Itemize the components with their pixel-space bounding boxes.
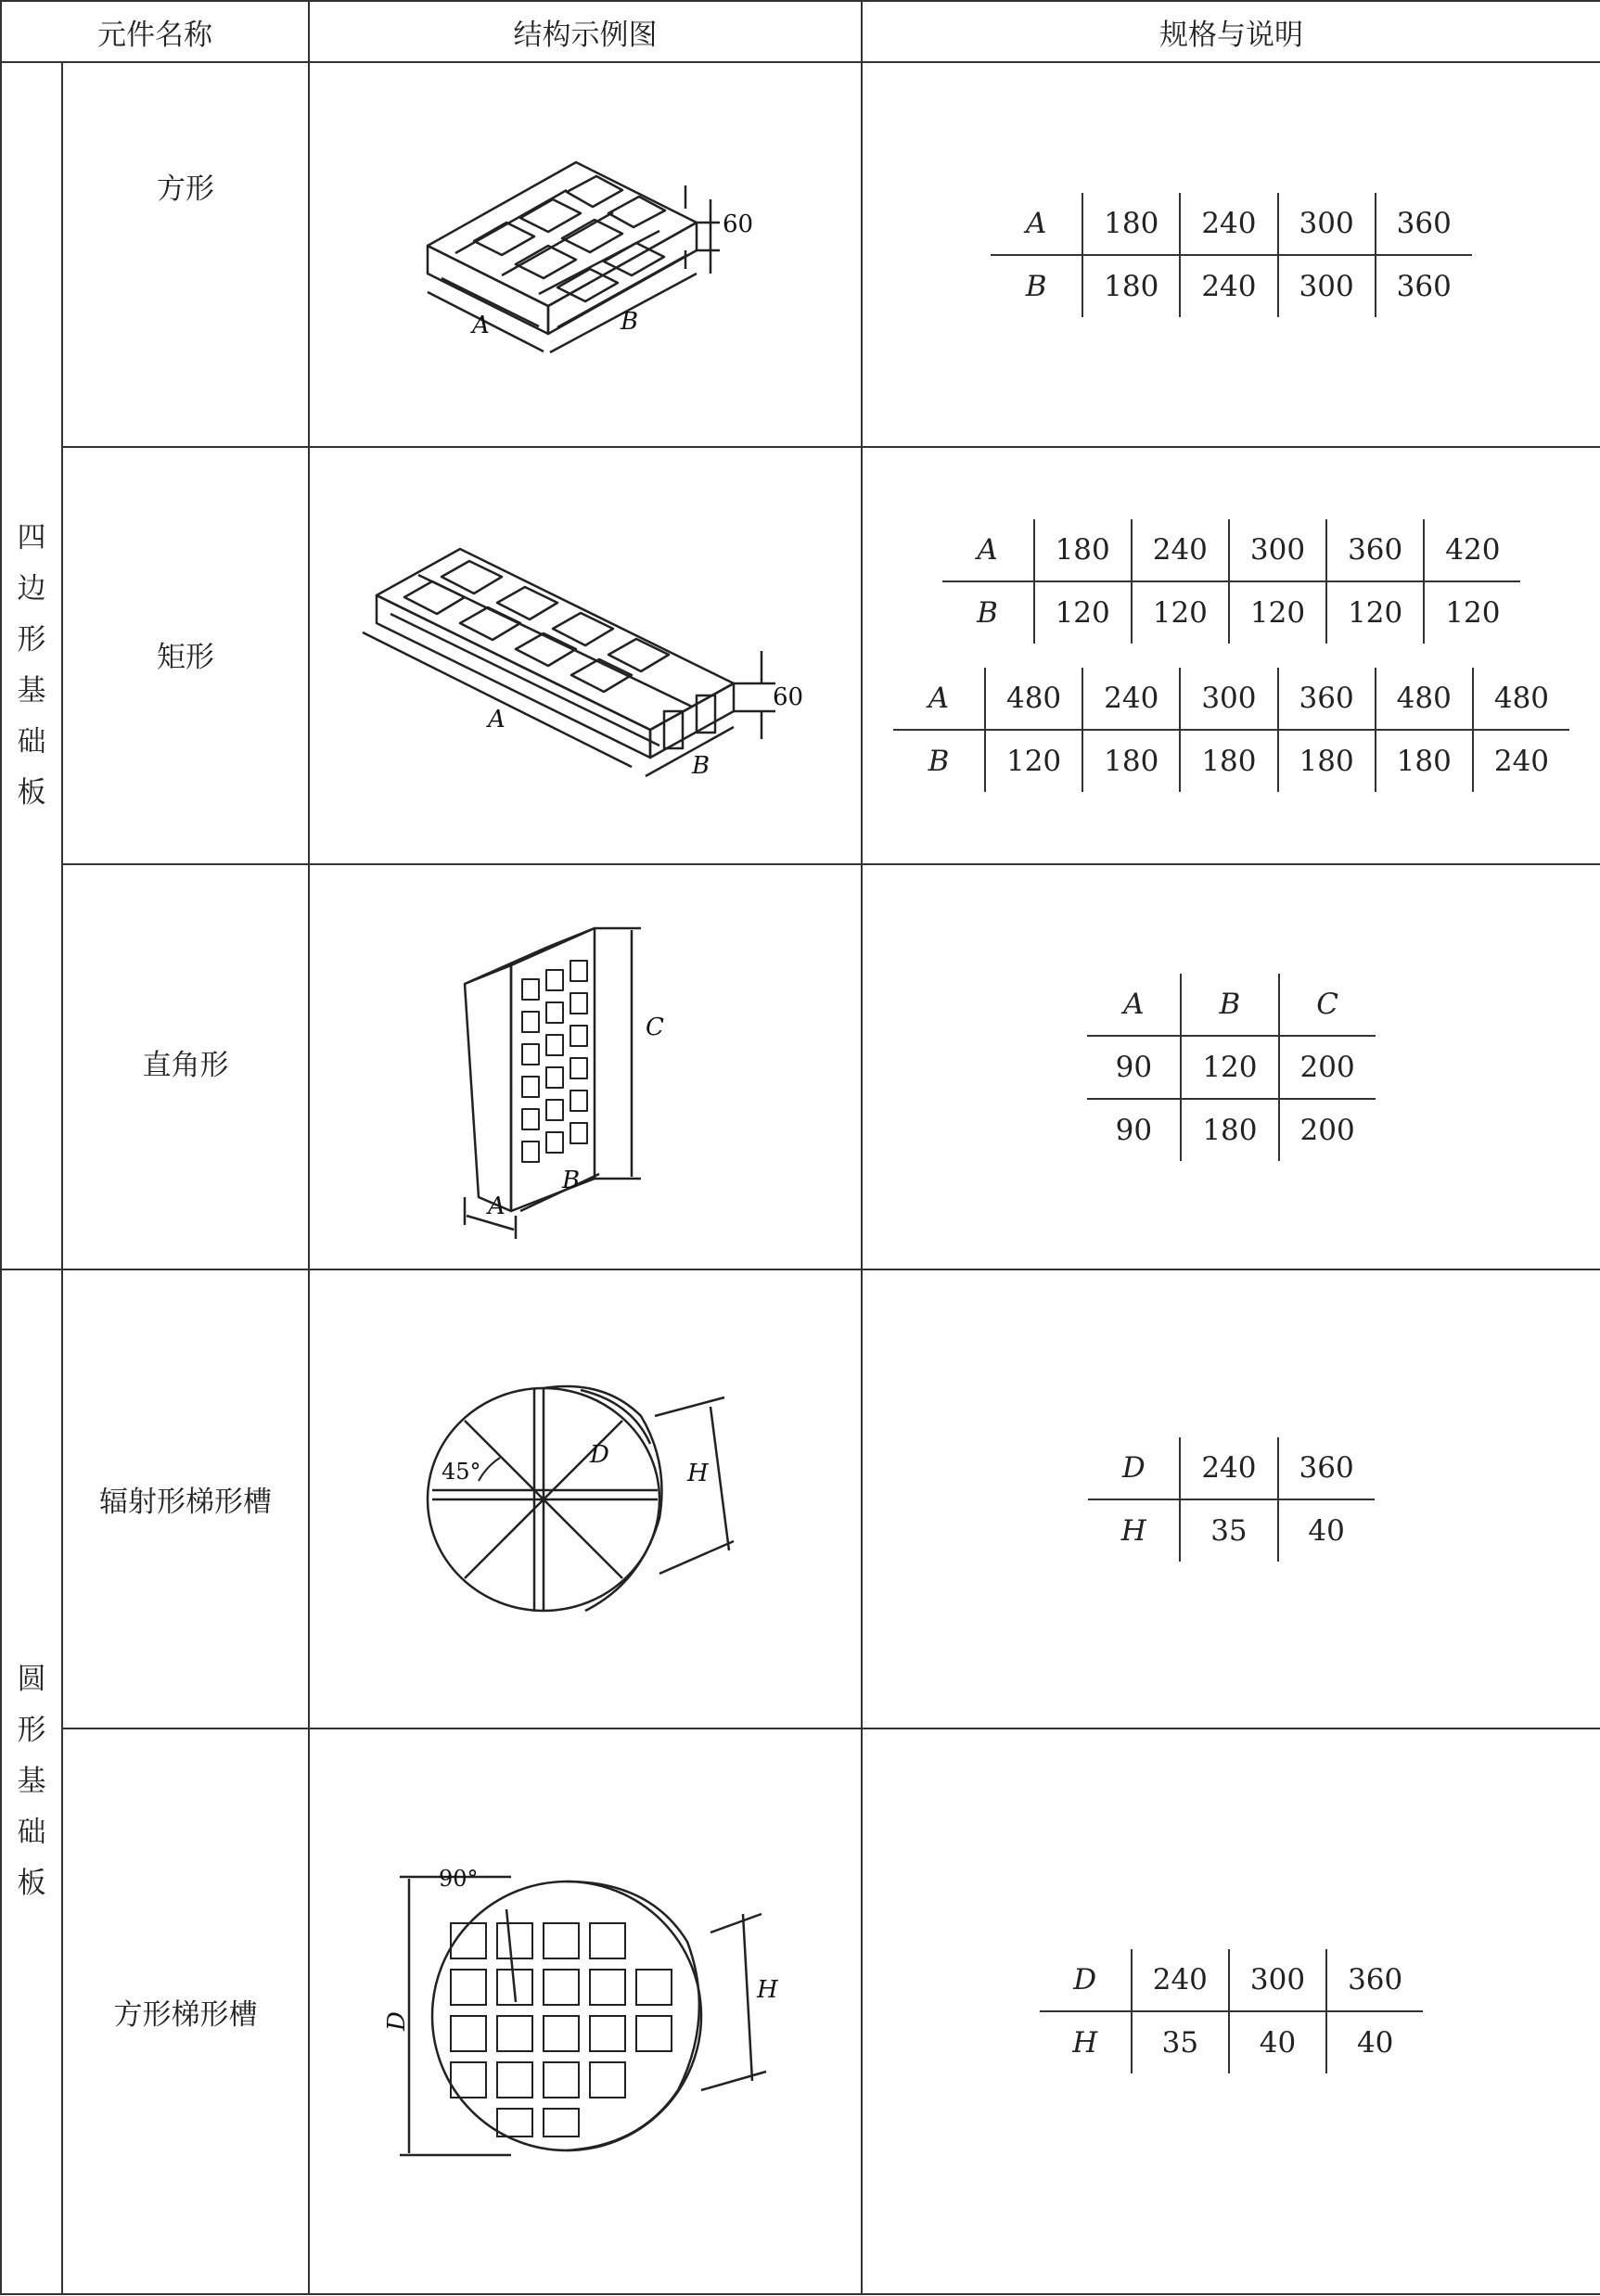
header-name: 元件名称 bbox=[1, 1, 309, 62]
header-spec: 规格与说明 bbox=[862, 1, 1600, 62]
row-name: 方形 bbox=[62, 62, 309, 447]
category-char: 础 bbox=[17, 725, 46, 759]
spec-value: 240 bbox=[1473, 730, 1569, 792]
spec-value: 120 bbox=[1229, 581, 1326, 644]
spec-value: 360 bbox=[1326, 519, 1424, 581]
spec-value: 360 bbox=[1278, 1437, 1375, 1499]
spec-value: 40 bbox=[1326, 2011, 1423, 2073]
spec-value: 40 bbox=[1229, 2011, 1326, 2073]
label-angle: 90° bbox=[439, 1866, 479, 1892]
spec-value: 120 bbox=[1326, 581, 1424, 644]
spec-key: H bbox=[1040, 2011, 1132, 2073]
label-height: 60 bbox=[773, 683, 804, 711]
figure-square-slot bbox=[309, 1728, 862, 2294]
spec-cell bbox=[862, 447, 1600, 864]
spec-value: 300 bbox=[1229, 1949, 1326, 2011]
spec-row bbox=[942, 581, 1521, 644]
angle-plate-drawing bbox=[446, 891, 724, 1244]
category-round bbox=[1, 1269, 62, 2294]
label-angle: 45° bbox=[442, 1458, 481, 1485]
label-a: A bbox=[488, 706, 506, 733]
figure-square-plate bbox=[309, 62, 862, 447]
radial-slot-drawing bbox=[390, 1360, 780, 1639]
spec-row bbox=[893, 730, 1569, 792]
spec-key: C bbox=[1279, 974, 1376, 1036]
spec-key: B bbox=[893, 730, 985, 792]
table-header-row bbox=[1, 1, 1600, 62]
figure-angle-plate bbox=[309, 864, 862, 1269]
spec-value: 120 bbox=[1034, 581, 1132, 644]
spec-value: 180 bbox=[1181, 1099, 1278, 1161]
spec-value: 35 bbox=[1180, 1499, 1277, 1562]
spec-row bbox=[991, 255, 1472, 317]
spec-value: 180 bbox=[1082, 255, 1180, 317]
spec-row bbox=[991, 193, 1472, 255]
spec-value: 360 bbox=[1376, 193, 1472, 255]
spec-cell bbox=[862, 62, 1600, 447]
spec-value: 300 bbox=[1278, 193, 1376, 255]
square-plate-drawing bbox=[390, 134, 780, 376]
spacer bbox=[863, 644, 1600, 668]
category-char: 础 bbox=[17, 1816, 46, 1849]
figure-rect-plate bbox=[309, 447, 862, 864]
label-a: A bbox=[488, 1192, 506, 1220]
label-a: A bbox=[472, 311, 490, 339]
spec-table bbox=[1088, 1437, 1374, 1562]
spec-row bbox=[1040, 1949, 1424, 2011]
spec-value: 240 bbox=[1132, 1949, 1229, 2011]
spec-value: 120 bbox=[985, 730, 1082, 792]
spec-cell bbox=[862, 864, 1600, 1269]
row-name: 方形梯形槽 bbox=[62, 1728, 309, 2294]
spec-table bbox=[893, 668, 1569, 792]
spec-value: 200 bbox=[1279, 1036, 1376, 1099]
spec-cell bbox=[862, 1728, 1600, 2294]
spec-value: 120 bbox=[1132, 581, 1229, 644]
spec-key: A bbox=[1025, 206, 1047, 240]
spec-value: 420 bbox=[1424, 519, 1520, 581]
spec-row bbox=[1088, 1499, 1374, 1562]
category-char: 板 bbox=[17, 776, 46, 810]
spec-key: D bbox=[1121, 1450, 1146, 1485]
category-char: 基 bbox=[17, 1765, 46, 1798]
spec-row bbox=[1087, 974, 1375, 1036]
label-d: D bbox=[383, 2011, 411, 2031]
category-char: 边 bbox=[17, 572, 46, 606]
spec-value: 300 bbox=[1229, 519, 1326, 581]
spec-value: 40 bbox=[1278, 1499, 1375, 1562]
spec-row bbox=[893, 668, 1569, 730]
header-figure: 结构示例图 bbox=[309, 1, 862, 62]
spec-row bbox=[1040, 2011, 1424, 2073]
spec-value: 90 bbox=[1087, 1036, 1181, 1099]
spec-table bbox=[942, 519, 1521, 644]
category-char: 基 bbox=[17, 674, 46, 708]
spec-row bbox=[1087, 1099, 1375, 1161]
spec-value: 480 bbox=[1376, 668, 1473, 730]
spec-key: B bbox=[991, 255, 1082, 317]
row-name: 辐射形梯形槽 bbox=[62, 1269, 309, 1728]
label-c: C bbox=[646, 1013, 664, 1041]
spec-table bbox=[1040, 1949, 1424, 2073]
spec-value: 240 bbox=[1180, 1437, 1277, 1499]
spec-value: 240 bbox=[1180, 193, 1277, 255]
spec-key: D bbox=[1073, 1963, 1097, 1996]
spec-value: 240 bbox=[1132, 519, 1229, 581]
spec-value: 360 bbox=[1376, 255, 1472, 317]
spec-value: 240 bbox=[1180, 255, 1277, 317]
spec-row bbox=[1087, 1036, 1375, 1099]
label-b: B bbox=[562, 1166, 581, 1194]
label-height: 60 bbox=[723, 210, 754, 238]
spec-value: 200 bbox=[1279, 1099, 1376, 1161]
category-char: 板 bbox=[17, 1867, 46, 1900]
spec-value: 180 bbox=[1034, 519, 1132, 581]
category-char: 形 bbox=[17, 623, 46, 657]
category-char: 圆 bbox=[17, 1663, 46, 1696]
label-b: B bbox=[621, 307, 639, 336]
spec-value: 120 bbox=[1424, 581, 1520, 644]
spec-key: A bbox=[977, 533, 998, 567]
table-row bbox=[1, 62, 1600, 447]
label-h: H bbox=[757, 1976, 778, 2004]
table-row bbox=[1, 447, 1600, 864]
label-h: H bbox=[687, 1459, 709, 1487]
spec-value: 180 bbox=[1082, 193, 1180, 255]
row-name: 直角形 bbox=[62, 864, 309, 1269]
spec-value: 480 bbox=[1473, 668, 1569, 730]
table-row bbox=[1, 1269, 1600, 1728]
table-row bbox=[1, 1728, 1600, 2294]
spec-value: 360 bbox=[1278, 668, 1376, 730]
label-d: D bbox=[590, 1440, 609, 1469]
spec-row bbox=[1088, 1437, 1374, 1499]
spec-cell bbox=[862, 1269, 1600, 1728]
spec-value: 180 bbox=[1278, 730, 1376, 792]
category-char: 形 bbox=[17, 1714, 46, 1747]
category-quad bbox=[1, 62, 62, 1269]
spec-key: B bbox=[942, 581, 1034, 644]
spec-value: 180 bbox=[1180, 730, 1277, 792]
label-b: B bbox=[692, 752, 710, 780]
spec-key: A bbox=[928, 682, 950, 715]
spec-value: 480 bbox=[985, 668, 1082, 730]
square-slot-drawing bbox=[381, 1858, 789, 2164]
spec-value: 35 bbox=[1132, 2011, 1229, 2073]
spec-value: 90 bbox=[1087, 1099, 1181, 1161]
spec-key: B bbox=[1181, 974, 1278, 1036]
table-row bbox=[1, 864, 1600, 1269]
spec-value: 300 bbox=[1278, 255, 1376, 317]
spec-key: A bbox=[1123, 987, 1145, 1021]
figure-radial-slot bbox=[309, 1269, 862, 1728]
block-grid bbox=[451, 1923, 672, 2137]
spec-value: 180 bbox=[1376, 730, 1473, 792]
spec-value: 300 bbox=[1180, 668, 1277, 730]
category-char: 四 bbox=[17, 521, 46, 555]
spec-value: 240 bbox=[1082, 668, 1180, 730]
row-name: 矩形 bbox=[62, 447, 309, 864]
spec-value: 120 bbox=[1181, 1036, 1278, 1099]
spec-row bbox=[942, 519, 1521, 581]
spec-value: 360 bbox=[1326, 1949, 1423, 2011]
spec-value: 180 bbox=[1082, 730, 1180, 792]
spec-key: H bbox=[1088, 1499, 1180, 1562]
spec-table bbox=[991, 193, 1472, 317]
rect-plate-drawing bbox=[326, 484, 845, 827]
spec-table bbox=[1087, 974, 1375, 1161]
